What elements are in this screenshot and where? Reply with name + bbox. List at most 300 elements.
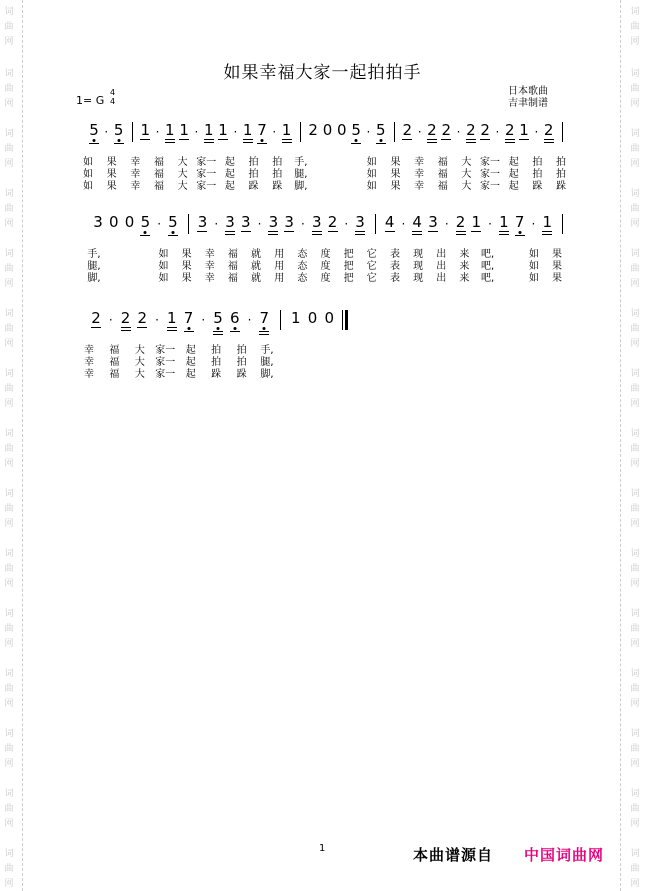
dotted-rhythm-mark: · bbox=[194, 125, 199, 139]
underline-beat bbox=[412, 231, 422, 232]
lyric-char: 家一 bbox=[196, 181, 217, 192]
lower-octave-dot bbox=[260, 139, 263, 142]
final-barline-thin bbox=[342, 310, 343, 330]
note: 2 bbox=[120, 309, 131, 327]
underline-beat bbox=[140, 235, 150, 236]
watermark-char: 词 bbox=[4, 309, 14, 319]
lyric-char: 手, bbox=[87, 249, 101, 260]
underline-beat bbox=[121, 330, 131, 331]
watermark-char: 词 bbox=[630, 249, 640, 259]
dotted-rhythm-mark: · bbox=[531, 217, 536, 231]
watermark-char: 曲 bbox=[4, 504, 14, 514]
lyric-char: 家一 bbox=[155, 345, 176, 356]
watermark-char: 曲 bbox=[4, 204, 14, 214]
lyric-char: 度 bbox=[320, 261, 331, 272]
dotted-rhythm-mark: · bbox=[214, 217, 219, 231]
watermark-char: 网 bbox=[630, 459, 640, 469]
note: 0 bbox=[322, 121, 333, 139]
lyric-char: 幸 bbox=[130, 181, 141, 192]
watermark-char: 网 bbox=[4, 519, 14, 529]
lyric-char: 果 bbox=[181, 273, 192, 284]
note: 0 bbox=[337, 121, 347, 139]
lyric-char: 拍 bbox=[556, 169, 566, 180]
lower-octave-dot bbox=[379, 139, 382, 142]
underline-beat bbox=[355, 234, 365, 235]
lyric-char: 果 bbox=[390, 169, 401, 180]
watermark-char: 曲 bbox=[630, 144, 640, 154]
watermark-char: 网 bbox=[4, 279, 14, 289]
time-signature-bottom: 4 bbox=[110, 97, 116, 106]
lyric-char: 起 bbox=[224, 181, 235, 192]
note: 5 bbox=[140, 213, 151, 231]
underline-beat bbox=[165, 139, 175, 140]
note: 5 bbox=[213, 309, 223, 327]
lyric-char: 吧, bbox=[480, 261, 495, 272]
underline-beat bbox=[376, 143, 386, 144]
dotted-rhythm-mark: · bbox=[495, 125, 500, 139]
lyric-char: 大 bbox=[461, 169, 472, 180]
lyric-char: 福 bbox=[153, 181, 164, 192]
watermark-char: 曲 bbox=[4, 324, 14, 334]
watermark-char: 词 bbox=[4, 669, 14, 679]
barline bbox=[375, 214, 376, 234]
dotted-rhythm-mark: · bbox=[201, 313, 206, 327]
lyric-char: 大 bbox=[177, 157, 188, 168]
lyric-char: 如 bbox=[83, 181, 93, 192]
lyric-char: 脚, bbox=[87, 273, 101, 284]
lyric-char: 表 bbox=[389, 249, 400, 260]
lyric-char: 果 bbox=[552, 273, 562, 284]
lyric-char: 拍 bbox=[532, 157, 543, 168]
lyric-char: 表 bbox=[389, 273, 400, 284]
watermark-char: 曲 bbox=[630, 444, 640, 454]
watermark-char: 曲 bbox=[630, 504, 640, 514]
lyric-char: 幸 bbox=[204, 273, 215, 284]
lyric-char: 福 bbox=[437, 181, 448, 192]
lyric-char: 吧, bbox=[480, 273, 495, 284]
dotted-rhythm-mark: · bbox=[272, 125, 277, 139]
watermark-char: 词 bbox=[4, 849, 14, 859]
watermark-char: 曲 bbox=[4, 444, 14, 454]
lyric-char: 果 bbox=[552, 261, 562, 272]
lyric-char: 来 bbox=[459, 249, 470, 260]
underline-beat bbox=[284, 231, 294, 232]
dotted-rhythm-mark: · bbox=[108, 313, 113, 327]
underline-beat bbox=[428, 231, 438, 232]
lyric-char: 果 bbox=[106, 157, 117, 168]
note: 1 bbox=[519, 121, 529, 139]
watermark-char: 曲 bbox=[4, 864, 14, 874]
lower-octave-dot bbox=[93, 139, 96, 142]
watermark-char: 词 bbox=[4, 369, 14, 379]
lyric-char: 如 bbox=[528, 249, 539, 260]
lyric-char: 如 bbox=[366, 169, 377, 180]
note: 2 bbox=[137, 309, 148, 327]
lyric-char: 把 bbox=[343, 261, 354, 272]
lyric-char: 出 bbox=[436, 273, 447, 284]
note: 3 bbox=[428, 213, 438, 231]
note: 1 bbox=[242, 121, 253, 139]
lyric-char: 起 bbox=[224, 157, 235, 168]
lyric-char: 来 bbox=[459, 261, 470, 272]
watermark-char: 曲 bbox=[630, 204, 640, 214]
note: 1 bbox=[203, 121, 214, 139]
watermark-char: 网 bbox=[630, 819, 640, 829]
note: 2 bbox=[455, 213, 466, 231]
note: 4 bbox=[412, 213, 422, 231]
note: 7 bbox=[514, 213, 525, 231]
underline-beat bbox=[268, 234, 278, 235]
underline-beat bbox=[282, 142, 292, 143]
dotted-rhythm-mark: · bbox=[366, 125, 371, 139]
lyric-char: 它 bbox=[366, 249, 377, 260]
lyric-char: 拍 bbox=[272, 157, 283, 168]
lyric-char: 脚, bbox=[260, 369, 274, 380]
lyric-char: 福 bbox=[153, 169, 164, 180]
lyric-char: 就 bbox=[251, 273, 262, 284]
lyric-char: 它 bbox=[366, 261, 377, 272]
watermark-char: 网 bbox=[4, 579, 14, 589]
lyric-char: 起 bbox=[508, 169, 519, 180]
lyric-char: 大 bbox=[461, 157, 472, 168]
lyric-char: 态 bbox=[297, 273, 308, 284]
lower-octave-dot bbox=[217, 327, 220, 330]
underline-beat bbox=[542, 231, 552, 232]
lyric-char: 拍 bbox=[248, 169, 259, 180]
lyric-char: 现 bbox=[413, 261, 424, 272]
lyric-char: 腿, bbox=[260, 357, 274, 368]
lyric-char: 幸 bbox=[84, 357, 94, 368]
underline-beat bbox=[230, 331, 240, 332]
note: 3 bbox=[311, 213, 322, 231]
lyric-char: 现 bbox=[413, 249, 424, 260]
watermark-char: 词 bbox=[4, 189, 14, 199]
footer-site-name: 中国词曲网 bbox=[524, 846, 605, 864]
watermark-char: 词 bbox=[4, 69, 14, 79]
watermark-char: 网 bbox=[4, 879, 14, 889]
page-number: 1 bbox=[319, 843, 326, 854]
lyric-char: 度 bbox=[320, 273, 331, 284]
lyric-char: 出 bbox=[436, 261, 447, 272]
note: 0 bbox=[307, 309, 318, 327]
lyric-char: 大 bbox=[134, 357, 145, 368]
lyric-char: 果 bbox=[181, 249, 192, 260]
underline-beat bbox=[167, 330, 177, 331]
watermark-char: 词 bbox=[630, 189, 640, 199]
lyric-char: 拍 bbox=[236, 345, 247, 356]
lyric-char: 把 bbox=[343, 249, 354, 260]
underline-beat bbox=[351, 143, 361, 144]
note: 1 bbox=[218, 121, 228, 139]
lyric-char: 果 bbox=[552, 249, 562, 260]
song-title: 如果幸福大家一起拍拍手 bbox=[223, 63, 422, 83]
lyric-char: 拍 bbox=[272, 169, 283, 180]
watermark-char: 网 bbox=[630, 699, 640, 709]
lyric-char: 福 bbox=[227, 249, 238, 260]
underline-beat bbox=[466, 142, 476, 143]
underline-beat bbox=[456, 234, 466, 235]
note: 1 bbox=[290, 309, 301, 327]
watermark-char: 曲 bbox=[4, 144, 14, 154]
lyric-char: 用 bbox=[274, 261, 285, 272]
barline bbox=[132, 122, 133, 142]
watermark-char: 词 bbox=[630, 309, 640, 319]
watermark-char: 网 bbox=[4, 37, 14, 47]
lyric-char: 起 bbox=[224, 169, 235, 180]
underline-beat bbox=[140, 139, 150, 140]
note: 3 bbox=[284, 213, 294, 231]
lyric-char: 福 bbox=[153, 157, 164, 168]
note: 1 bbox=[140, 121, 150, 139]
watermark-char: 词 bbox=[630, 609, 640, 619]
underline-beat bbox=[243, 139, 253, 140]
lyric-char: 起 bbox=[508, 181, 519, 192]
note: 2 bbox=[504, 121, 515, 139]
watermark-char: 网 bbox=[630, 219, 640, 229]
underline-beat bbox=[544, 142, 554, 143]
lyric-char: 拍 bbox=[211, 345, 222, 356]
watermark-char: 曲 bbox=[4, 22, 14, 32]
underline-beat bbox=[427, 142, 437, 143]
underline-beat bbox=[89, 143, 99, 144]
underline-beat bbox=[91, 327, 101, 328]
dotted-rhythm-mark: · bbox=[104, 125, 109, 139]
watermark-char: 词 bbox=[4, 609, 14, 619]
dotted-rhythm-mark: · bbox=[233, 125, 238, 139]
note: 6 bbox=[229, 309, 240, 327]
dotted-rhythm-mark: · bbox=[488, 217, 493, 231]
watermark-char: 曲 bbox=[630, 564, 640, 574]
watermark-char: 网 bbox=[4, 699, 14, 709]
underline-beat bbox=[218, 139, 228, 140]
underline-beat bbox=[259, 331, 269, 332]
note: 2 bbox=[308, 121, 318, 139]
underline-beat bbox=[243, 142, 253, 143]
underline-beat bbox=[114, 143, 124, 144]
watermark-char: 网 bbox=[630, 99, 640, 109]
note: 5 bbox=[168, 213, 178, 231]
watermark-char: 网 bbox=[4, 339, 14, 349]
lyric-char: 福 bbox=[109, 369, 120, 380]
note: 1 bbox=[179, 121, 189, 139]
watermark-char: 网 bbox=[4, 399, 14, 409]
lyric-char: 幸 bbox=[414, 169, 425, 180]
note: 3 bbox=[355, 213, 365, 231]
lyric-char: 家一 bbox=[196, 157, 217, 168]
lyric-char: 出 bbox=[436, 249, 447, 260]
underline-beat bbox=[179, 139, 189, 140]
note: 2 bbox=[91, 309, 101, 327]
lyric-char: 福 bbox=[109, 345, 120, 356]
note: 5 bbox=[113, 121, 124, 139]
watermark-char: 网 bbox=[630, 159, 640, 169]
dotted-rhythm-mark: · bbox=[344, 217, 349, 231]
watermark-char: 曲 bbox=[630, 324, 640, 334]
lyric-char: 大 bbox=[461, 181, 472, 192]
final-barline-thick bbox=[345, 310, 348, 330]
underline-beat bbox=[427, 139, 437, 140]
lyric-char: 拍 bbox=[211, 357, 222, 368]
watermark-char: 网 bbox=[630, 519, 640, 529]
underline-beat bbox=[456, 231, 466, 232]
note: 1 bbox=[499, 213, 509, 231]
lyric-char: 把 bbox=[343, 273, 354, 284]
note: 0 bbox=[124, 213, 135, 231]
lyric-char: 家一 bbox=[155, 369, 176, 380]
lyric-char: 如 bbox=[158, 261, 169, 272]
underline-beat bbox=[204, 139, 214, 140]
watermark-char: 词 bbox=[630, 849, 640, 859]
lyric-char: 脚, bbox=[294, 181, 308, 192]
watermark-char: 曲 bbox=[630, 84, 640, 94]
lower-octave-dot bbox=[233, 327, 236, 330]
note: 2 bbox=[543, 121, 554, 139]
arranger: 吉聿制谱 bbox=[508, 98, 548, 109]
watermark-char: 网 bbox=[4, 759, 14, 769]
footer-source-label: 本曲谱源自 bbox=[413, 846, 494, 864]
watermark-char: 曲 bbox=[4, 684, 14, 694]
watermark-char: 网 bbox=[630, 399, 640, 409]
note: 4 bbox=[384, 213, 395, 231]
underline-beat bbox=[268, 231, 278, 232]
lyric-char: 果 bbox=[106, 181, 117, 192]
underline-beat bbox=[165, 142, 175, 143]
lower-octave-dot bbox=[144, 231, 147, 234]
lyric-char: 家一 bbox=[480, 169, 501, 180]
lyric-char: 跺 bbox=[248, 181, 259, 192]
watermark-char: 词 bbox=[630, 549, 640, 559]
watermark-char: 曲 bbox=[4, 804, 14, 814]
lyric-char: 手, bbox=[294, 157, 308, 168]
lyric-char: 度 bbox=[320, 249, 331, 260]
watermark-char: 曲 bbox=[630, 264, 640, 274]
underline-beat bbox=[241, 231, 251, 232]
dotted-rhythm-mark: · bbox=[417, 125, 422, 139]
barline bbox=[300, 122, 301, 142]
watermark-char: 曲 bbox=[4, 564, 14, 574]
note: 2 bbox=[427, 121, 437, 139]
lyric-char: 腿, bbox=[87, 261, 101, 272]
lyric-char: 用 bbox=[274, 273, 285, 284]
underline-beat bbox=[167, 327, 177, 328]
song-origin: 日本歌曲 bbox=[508, 86, 548, 97]
dotted-rhythm-mark: · bbox=[301, 217, 305, 231]
watermark-char: 曲 bbox=[4, 384, 14, 394]
watermark-char: 词 bbox=[630, 369, 640, 379]
watermark-char: 词 bbox=[630, 69, 640, 79]
lyric-char: 如 bbox=[158, 249, 169, 260]
underline-beat bbox=[168, 235, 178, 236]
lyric-char: 用 bbox=[274, 249, 285, 260]
watermark-char: 曲 bbox=[630, 864, 640, 874]
watermark-char: 网 bbox=[630, 279, 640, 289]
underline-beat bbox=[385, 231, 395, 232]
lower-octave-dot bbox=[171, 231, 174, 234]
lyric-char: 幸 bbox=[84, 345, 94, 356]
note: 3 bbox=[197, 213, 208, 231]
lyric-char: 果 bbox=[181, 261, 192, 272]
lyric-char: 大 bbox=[177, 181, 188, 192]
watermark-char: 曲 bbox=[4, 84, 14, 94]
lyric-char: 福 bbox=[109, 357, 120, 368]
note: 2 bbox=[441, 121, 452, 139]
note: 2 bbox=[480, 121, 490, 139]
dotted-rhythm-mark: · bbox=[247, 313, 252, 327]
watermark-char: 网 bbox=[4, 459, 14, 469]
dotted-rhythm-mark: · bbox=[155, 125, 160, 139]
watermark-char: 网 bbox=[4, 639, 14, 649]
watermark-char: 曲 bbox=[630, 624, 640, 634]
lyric-char: 跺 bbox=[272, 181, 283, 192]
lyric-char: 吧, bbox=[480, 249, 495, 260]
underline-beat bbox=[213, 334, 223, 335]
lyric-char: 如 bbox=[83, 169, 93, 180]
underline-beat bbox=[225, 231, 235, 232]
note: 3 bbox=[241, 213, 251, 231]
lyric-char: 大 bbox=[177, 169, 188, 180]
underline-beat bbox=[137, 327, 147, 328]
watermark-char: 网 bbox=[4, 219, 14, 229]
underline-beat bbox=[505, 139, 515, 140]
lyric-char: 如 bbox=[528, 273, 539, 284]
dotted-rhythm-mark: · bbox=[157, 217, 162, 231]
watermark-char: 网 bbox=[630, 879, 640, 889]
watermark-char: 网 bbox=[630, 759, 640, 769]
lyric-char: 跺 bbox=[532, 181, 543, 192]
lyric-char: 起 bbox=[185, 369, 196, 380]
note: 1 bbox=[165, 121, 175, 139]
underline-beat bbox=[505, 142, 515, 143]
note: 2 bbox=[402, 121, 413, 139]
underline-beat bbox=[225, 234, 235, 235]
underline-beat bbox=[257, 143, 267, 144]
time-signature-top: 4 bbox=[110, 88, 116, 97]
lyric-char: 幸 bbox=[414, 157, 425, 168]
underline-beat bbox=[312, 231, 322, 232]
watermark-char: 词 bbox=[630, 429, 640, 439]
note: 1 bbox=[542, 213, 552, 231]
lyric-char: 福 bbox=[437, 157, 448, 168]
key-signature: 1= G bbox=[76, 94, 105, 107]
lyric-char: 起 bbox=[185, 345, 196, 356]
watermark-char: 曲 bbox=[630, 684, 640, 694]
barline bbox=[280, 310, 281, 330]
underline-beat bbox=[213, 331, 223, 332]
watermark-char: 曲 bbox=[4, 264, 14, 274]
lyric-char: 态 bbox=[297, 249, 308, 260]
underline-beat bbox=[121, 327, 131, 328]
underline-beat bbox=[480, 139, 490, 140]
note: 1 bbox=[471, 213, 482, 231]
underline-beat bbox=[282, 139, 292, 140]
dotted-rhythm-mark: · bbox=[401, 217, 406, 231]
underline-beat bbox=[542, 234, 552, 235]
lyric-char: 福 bbox=[437, 169, 448, 180]
note: 0 bbox=[324, 309, 335, 327]
underline-beat bbox=[471, 231, 481, 232]
underline-beat bbox=[412, 234, 422, 235]
lyric-char: 起 bbox=[508, 157, 519, 168]
underline-beat bbox=[197, 231, 207, 232]
lyric-char: 幸 bbox=[130, 169, 141, 180]
watermark-char: 网 bbox=[630, 37, 640, 47]
watermark-char: 词 bbox=[4, 489, 14, 499]
underline-beat bbox=[466, 139, 476, 140]
note: 3 bbox=[225, 213, 235, 231]
lyric-char: 跺 bbox=[556, 181, 566, 192]
lyric-char: 如 bbox=[83, 157, 93, 168]
lyric-char: 福 bbox=[227, 261, 238, 272]
